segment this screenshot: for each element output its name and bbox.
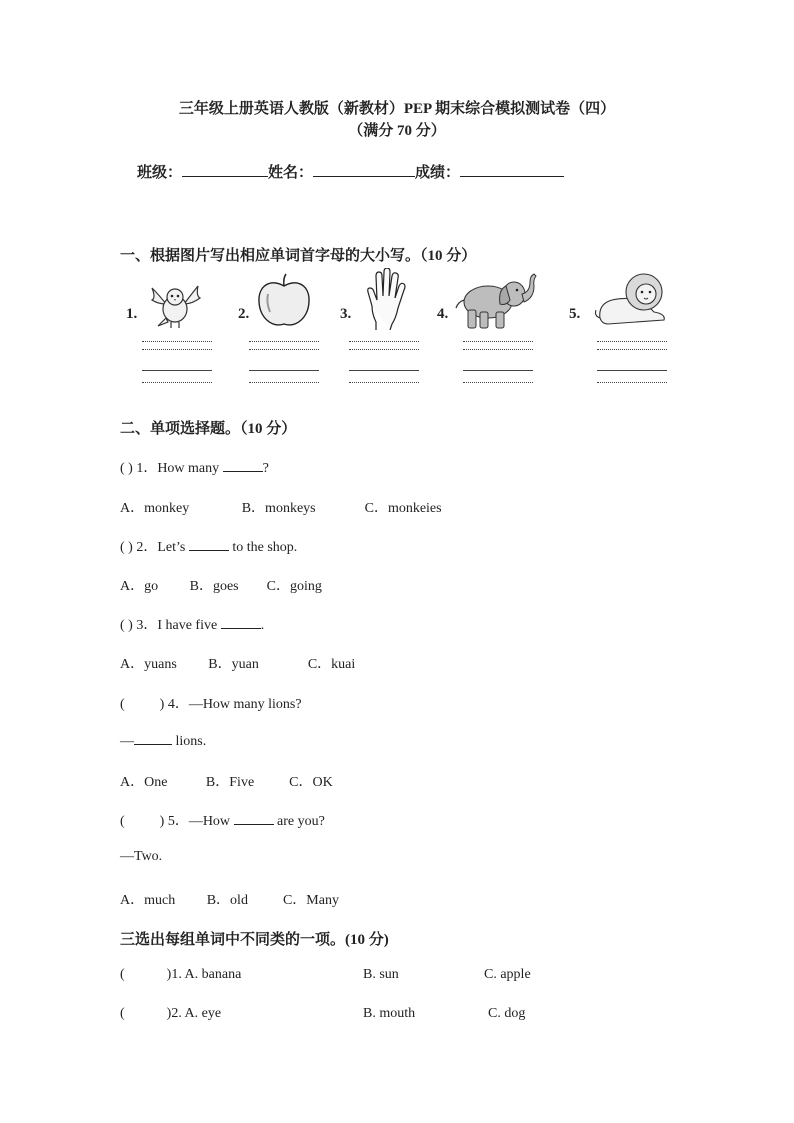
question-3 xyxy=(120,614,264,634)
bird-icon xyxy=(146,282,204,330)
name-label: 姓名： xyxy=(268,165,314,181)
options-1: A．monkey B．monkeys C．monkeies xyxy=(120,501,442,516)
apple-icon xyxy=(256,272,312,330)
score-label: 成绩： xyxy=(415,165,461,181)
class-blank[interactable] xyxy=(182,162,268,177)
question-stem: ( ) 2．Let’s xyxy=(120,540,186,555)
hand-icon xyxy=(364,268,406,330)
section2-heading: 二、单项选择题。（10 分） xyxy=(120,421,297,437)
answer-line-4 xyxy=(120,732,206,750)
answer-blank[interactable] xyxy=(223,459,263,472)
question-stem: ( ) 5．—How xyxy=(120,814,231,829)
page-subtitle: （满分 70 分） xyxy=(348,123,446,139)
section3-row-1-a: ( )1. A. banana xyxy=(120,967,242,982)
answer-line-5: —Two. xyxy=(120,849,163,864)
section3-row-2-c: C. dog xyxy=(488,1006,526,1021)
item-number: 5. xyxy=(569,306,581,322)
item-number: 4. xyxy=(437,306,449,322)
section3-heading: 三选出每组单词中不同类的一项。(10 分) xyxy=(120,932,389,948)
student-info-row xyxy=(137,161,564,182)
question-stem-end: ? xyxy=(262,461,269,476)
section1-heading: 一、根据图片写出相应单词首字母的大小写。（10 分） xyxy=(120,248,477,264)
section3-row-1-c: C. apple xyxy=(484,967,531,982)
page-title: 三年级上册英语人教版（新教材）PEP 期末综合模拟测试卷（四） xyxy=(178,101,616,117)
answer-blank[interactable] xyxy=(221,616,261,629)
question-2 xyxy=(120,536,297,556)
answer-blank[interactable] xyxy=(234,812,274,825)
answer-blank[interactable] xyxy=(189,538,229,551)
name-blank[interactable] xyxy=(313,162,415,177)
class-label: 班级： xyxy=(137,165,183,181)
lion-icon xyxy=(594,270,670,330)
item-number: 3. xyxy=(340,306,352,322)
score-blank[interactable] xyxy=(460,162,564,177)
question-stem: ( ) 3．I have five xyxy=(120,618,218,633)
section3-row-2-a: ( )2. A. eye xyxy=(120,1006,222,1021)
question-5 xyxy=(120,810,325,830)
elephant-icon xyxy=(454,272,538,332)
item-number: 1. xyxy=(126,306,138,322)
question-stem-end: . xyxy=(260,618,265,633)
answer-blank[interactable] xyxy=(134,732,172,745)
section3-row-2-b: B. mouth xyxy=(363,1006,416,1021)
answer-text: lions. xyxy=(175,734,207,749)
options-5: A．much B．old C．Many xyxy=(120,893,339,908)
question-stem-end: are you? xyxy=(277,814,325,829)
dash: — xyxy=(120,734,134,749)
item-number: 2. xyxy=(238,306,250,322)
question-1 xyxy=(120,457,269,477)
options-2: A．go B．goes C．going xyxy=(120,579,322,594)
question-4: ( ) 4．—How many lions? xyxy=(120,697,302,712)
options-3: A．yuans B．yuan C．kuai xyxy=(120,657,356,672)
question-stem: ( ) 1．How many xyxy=(120,461,220,476)
question-stem-end: to the shop. xyxy=(232,540,298,555)
section3-row-1-b: B. sun xyxy=(363,967,399,982)
options-4: A．One B．Five C．OK xyxy=(120,775,333,790)
